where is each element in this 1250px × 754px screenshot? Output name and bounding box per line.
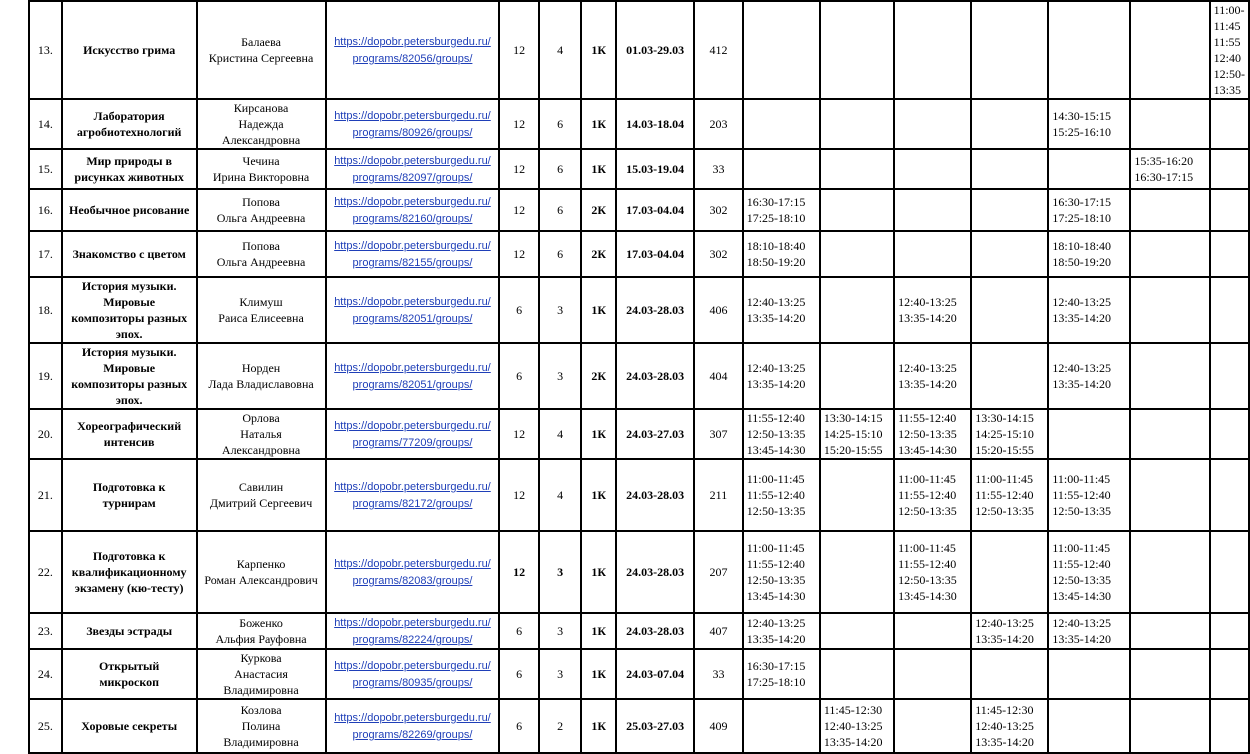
shift-code: 2К <box>581 343 616 409</box>
extra-schedule <box>1210 231 1249 277</box>
row-number: 14. <box>29 99 62 149</box>
table-row <box>29 343 1249 409</box>
day-schedule <box>1130 699 1209 753</box>
program-name: История музыки. Мировые композиторы разных эпох. <box>62 343 197 409</box>
teacher-name: Климуш Раиса Елисеевна <box>197 277 326 343</box>
day-schedule <box>971 1 1048 99</box>
teacher-name: Карпенко Роман Александрович <box>197 531 326 613</box>
day-schedule <box>820 99 894 149</box>
date-range: 24.03-28.03 <box>616 531 694 613</box>
day-schedule <box>743 99 820 149</box>
room-number: 302 <box>694 231 743 277</box>
program-link-cell <box>326 277 500 343</box>
day-schedule <box>743 699 820 753</box>
program-link-cell <box>326 699 500 753</box>
row-number: 20. <box>29 409 62 459</box>
room-number: 406 <box>694 277 743 343</box>
extra-schedule <box>1210 531 1249 613</box>
program-name: Открытый микроскоп <box>62 649 197 699</box>
hours-count: 12 <box>499 189 539 231</box>
day-schedule <box>820 149 894 189</box>
row-number: 22. <box>29 531 62 613</box>
day-schedule <box>820 277 894 343</box>
day-schedule <box>1130 231 1209 277</box>
extra-schedule <box>1210 149 1249 189</box>
room-number: 203 <box>694 99 743 149</box>
sessions-count: 6 <box>539 231 581 277</box>
teacher-name: Савилин Дмитрий Сергеевич <box>197 459 326 531</box>
hours-count: 6 <box>499 649 539 699</box>
program-name: Необычное рисование <box>62 189 197 231</box>
program-link[interactable]: https://dopobr.petersburgedu.ru/ programs/82051/groups/ <box>334 296 491 325</box>
day-schedule <box>1048 1 1130 99</box>
extra-schedule: 11:00-11:45 11:55 12:40 12:50-13:35 <box>1210 1 1249 99</box>
day-schedule: 11:00-11:45 11:55-12:40 12:50-13:35 <box>971 459 1048 531</box>
day-schedule <box>820 189 894 231</box>
teacher-name: Козлова Полина Владимировна <box>197 699 326 753</box>
date-range: 15.03-19.04 <box>616 149 694 189</box>
shift-code: 1К <box>581 99 616 149</box>
program-link-cell <box>326 189 500 231</box>
teacher-name: Балаева Кристина Сергеевна <box>197 1 326 99</box>
teacher-name: Боженко Альфия Рауфовна <box>197 613 326 649</box>
shift-code: 1К <box>581 699 616 753</box>
hours-count: 12 <box>499 231 539 277</box>
row-number: 16. <box>29 189 62 231</box>
schedule-rows <box>29 1 1249 753</box>
day-schedule <box>894 149 971 189</box>
shift-code: 1К <box>581 649 616 699</box>
day-schedule <box>1048 409 1130 459</box>
day-schedule <box>820 613 894 649</box>
day-schedule: 16:30-17:15 17:25-18:10 <box>1048 189 1130 231</box>
row-number: 25. <box>29 699 62 753</box>
room-number: 409 <box>694 699 743 753</box>
table-row <box>29 459 1249 531</box>
day-schedule: 12:40-13:25 13:35-14:20 <box>743 277 820 343</box>
day-schedule: 12:40-13:25 13:35-14:20 <box>971 613 1048 649</box>
sessions-count: 3 <box>539 277 581 343</box>
table-row <box>29 613 1249 649</box>
teacher-name: Орлова Наталья Александровна <box>197 409 326 459</box>
day-schedule <box>894 231 971 277</box>
shift-code: 2К <box>581 231 616 277</box>
date-range: 24.03-27.03 <box>616 409 694 459</box>
hours-count: 6 <box>499 343 539 409</box>
date-range: 17.03-04.04 <box>616 231 694 277</box>
extra-schedule <box>1210 649 1249 699</box>
program-name: Звезды эстрады <box>62 613 197 649</box>
program-name: Подготовка к квалификационному экзамену (кю-тесту) <box>62 531 197 613</box>
row-number: 21. <box>29 459 62 531</box>
day-schedule <box>820 1 894 99</box>
table-row <box>29 277 1249 343</box>
day-schedule: 13:30-14:15 14:25-15:10 15:20-15:55 <box>820 409 894 459</box>
day-schedule: 11:00-11:45 11:55-12:40 12:50-13:35 <box>743 459 820 531</box>
teacher-name: Норден Лада Владиславовна <box>197 343 326 409</box>
day-schedule: 18:10-18:40 18:50-19:20 <box>743 231 820 277</box>
day-schedule <box>1130 277 1209 343</box>
extra-schedule <box>1210 189 1249 231</box>
day-schedule <box>1048 649 1130 699</box>
row-number: 15. <box>29 149 62 189</box>
table-row <box>29 649 1249 699</box>
day-schedule <box>820 649 894 699</box>
day-schedule: 12:40-13:25 13:35-14:20 <box>1048 343 1130 409</box>
sessions-count: 4 <box>539 409 581 459</box>
day-schedule: 12:40-13:25 13:35-14:20 <box>894 277 971 343</box>
table-row <box>29 149 1249 189</box>
day-schedule <box>894 613 971 649</box>
teacher-name: Куркова Анастасия Владимировна <box>197 649 326 699</box>
sessions-count: 3 <box>539 649 581 699</box>
hours-count: 12 <box>499 1 539 99</box>
day-schedule: 12:40-13:25 13:35-14:20 <box>1048 277 1130 343</box>
date-range: 01.03-29.03 <box>616 1 694 99</box>
program-link-cell <box>326 409 500 459</box>
shift-code: 1К <box>581 459 616 531</box>
extra-schedule <box>1210 459 1249 531</box>
program-link[interactable]: https://dopobr.petersburgedu.ru/ programs/82097/groups/ <box>334 155 491 184</box>
program-link[interactable]: https://dopobr.petersburgedu.ru/ programs/82172/groups/ <box>334 481 491 510</box>
program-link-cell <box>326 343 500 409</box>
program-name: История музыки. Мировые композиторы разных эпох. <box>62 277 197 343</box>
day-schedule <box>1130 531 1209 613</box>
program-name: Лаборатория агробиотехнологий <box>62 99 197 149</box>
program-link-cell <box>326 149 500 189</box>
day-schedule <box>743 149 820 189</box>
day-schedule <box>1130 613 1209 649</box>
shift-code: 1К <box>581 409 616 459</box>
program-link[interactable]: https://dopobr.petersburgedu.ru/ programs/82224/groups/ <box>334 617 491 646</box>
date-range: 24.03-28.03 <box>616 613 694 649</box>
day-schedule <box>971 149 1048 189</box>
program-link[interactable]: https://dopobr.petersburgedu.ru/ programs/82083/groups/ <box>334 558 491 587</box>
program-name: Хореографический интенсив <box>62 409 197 459</box>
day-schedule: 11:00-11:45 11:55-12:40 12:50-13:35 13:45-14:30 <box>894 531 971 613</box>
day-schedule <box>1130 343 1209 409</box>
program-link-cell <box>326 649 500 699</box>
table-row <box>29 409 1249 459</box>
shift-code: 2К <box>581 189 616 231</box>
day-schedule: 11:00-11:45 11:55-12:40 12:50-13:35 <box>894 459 971 531</box>
program-name: Мир природы в рисунках животных <box>62 149 197 189</box>
room-number: 307 <box>694 409 743 459</box>
hours-count: 12 <box>499 409 539 459</box>
sessions-count: 6 <box>539 149 581 189</box>
day-schedule <box>820 343 894 409</box>
program-name: Искусство грима <box>62 1 197 99</box>
day-schedule <box>1130 99 1209 149</box>
day-schedule: 11:55-12:40 12:50-13:35 13:45-14:30 <box>743 409 820 459</box>
day-schedule <box>894 189 971 231</box>
day-schedule <box>894 649 971 699</box>
extra-schedule <box>1210 343 1249 409</box>
day-schedule: 11:55-12:40 12:50-13:35 13:45-14:30 <box>894 409 971 459</box>
program-link[interactable]: https://dopobr.petersburgedu.ru/ programs/82155/groups/ <box>334 240 491 269</box>
day-schedule: 16:30-17:15 17:25-18:10 <box>743 649 820 699</box>
day-schedule: 12:40-13:25 13:35-14:20 <box>743 343 820 409</box>
room-number: 33 <box>694 149 743 189</box>
date-range: 24.03-28.03 <box>616 343 694 409</box>
program-link[interactable]: https://dopobr.petersburgedu.ru/ programs/80935/groups/ <box>334 660 491 689</box>
program-link[interactable]: https://dopobr.petersburgedu.ru/ programs/82160/groups/ <box>334 196 491 225</box>
room-number: 211 <box>694 459 743 531</box>
day-schedule: 11:00-11:45 11:55-12:40 12:50-13:35 <box>1048 459 1130 531</box>
day-schedule <box>1130 459 1209 531</box>
day-schedule <box>971 189 1048 231</box>
day-schedule: 13:30-14:15 14:25-15:10 15:20-15:55 <box>971 409 1048 459</box>
day-schedule: 11:00-11:45 11:55-12:40 12:50-13:35 13:45-14:30 <box>743 531 820 613</box>
day-schedule <box>971 649 1048 699</box>
shift-code: 1К <box>581 1 616 99</box>
program-link[interactable]: https://dopobr.petersburgedu.ru/ programs/82056/groups/ <box>334 36 491 65</box>
table-row <box>29 189 1249 231</box>
day-schedule <box>1048 149 1130 189</box>
day-schedule <box>820 531 894 613</box>
extra-schedule <box>1210 613 1249 649</box>
row-number: 24. <box>29 649 62 699</box>
room-number: 207 <box>694 531 743 613</box>
shift-code: 1К <box>581 613 616 649</box>
sessions-count: 3 <box>539 343 581 409</box>
date-range: 24.03-07.04 <box>616 649 694 699</box>
program-link-cell <box>326 1 500 99</box>
teacher-name: Чечина Ирина Викторовна <box>197 149 326 189</box>
extra-schedule <box>1210 409 1249 459</box>
shift-code: 1К <box>581 277 616 343</box>
program-link-cell <box>326 613 500 649</box>
date-range: 24.03-28.03 <box>616 459 694 531</box>
date-range: 17.03-04.04 <box>616 189 694 231</box>
shift-code: 1К <box>581 149 616 189</box>
row-number: 13. <box>29 1 62 99</box>
table-row <box>29 531 1249 613</box>
hours-count: 12 <box>499 149 539 189</box>
day-schedule <box>894 1 971 99</box>
row-number: 18. <box>29 277 62 343</box>
extra-schedule <box>1210 277 1249 343</box>
day-schedule: 12:40-13:25 13:35-14:20 <box>1048 613 1130 649</box>
row-number: 19. <box>29 343 62 409</box>
hours-count: 6 <box>499 277 539 343</box>
hours-count: 12 <box>499 99 539 149</box>
day-schedule: 11:00-11:45 11:55-12:40 12:50-13:35 13:45-14:30 <box>1048 531 1130 613</box>
teacher-name: Попова Ольга Андреевна <box>197 189 326 231</box>
day-schedule <box>1130 409 1209 459</box>
program-name: Подготовка к турнирам <box>62 459 197 531</box>
room-number: 404 <box>694 343 743 409</box>
sessions-count: 6 <box>539 99 581 149</box>
hours-count: 12 <box>499 459 539 531</box>
program-link-cell <box>326 99 500 149</box>
program-link[interactable]: https://dopobr.petersburgedu.ru/ programs/77209/groups/ <box>334 420 491 449</box>
day-schedule <box>894 99 971 149</box>
day-schedule <box>971 99 1048 149</box>
day-schedule <box>1130 649 1209 699</box>
date-range: 25.03-27.03 <box>616 699 694 753</box>
program-link[interactable]: https://dopobr.petersburgedu.ru/ programs/82269/groups/ <box>334 712 491 741</box>
day-schedule <box>820 459 894 531</box>
program-link[interactable]: https://dopobr.petersburgedu.ru/ programs/82051/groups/ <box>334 362 491 391</box>
sessions-count: 6 <box>539 189 581 231</box>
sessions-count: 3 <box>539 613 581 649</box>
day-schedule <box>894 699 971 753</box>
teacher-name: Попова Ольга Андреевна <box>197 231 326 277</box>
room-number: 33 <box>694 649 743 699</box>
row-number: 23. <box>29 613 62 649</box>
schedule-table <box>28 0 1250 754</box>
program-name: Хоровые секреты <box>62 699 197 753</box>
day-schedule <box>971 277 1048 343</box>
day-schedule: 18:10-18:40 18:50-19:20 <box>1048 231 1130 277</box>
room-number: 407 <box>694 613 743 649</box>
table-row <box>29 699 1249 753</box>
day-schedule <box>1130 1 1209 99</box>
hours-count: 6 <box>499 613 539 649</box>
shift-code: 1К <box>581 531 616 613</box>
day-schedule: 15:35-16:20 16:30-17:15 <box>1130 149 1209 189</box>
date-range: 14.03-18.04 <box>616 99 694 149</box>
program-link-cell <box>326 531 500 613</box>
day-schedule <box>971 343 1048 409</box>
day-schedule: 11:45-12:30 12:40-13:25 13:35-14:20 <box>820 699 894 753</box>
row-number: 17. <box>29 231 62 277</box>
teacher-name: Кирсанова Надежда Александровна <box>197 99 326 149</box>
day-schedule <box>971 231 1048 277</box>
day-schedule <box>1048 699 1130 753</box>
day-schedule: 14:30-15:15 15:25-16:10 <box>1048 99 1130 149</box>
day-schedule <box>820 231 894 277</box>
day-schedule <box>971 531 1048 613</box>
day-schedule <box>743 1 820 99</box>
sessions-count: 4 <box>539 1 581 99</box>
table-row <box>29 1 1249 99</box>
sessions-count: 4 <box>539 459 581 531</box>
table-row <box>29 231 1249 277</box>
hours-count: 12 <box>499 531 539 613</box>
program-link-cell <box>326 231 500 277</box>
day-schedule: 12:40-13:25 13:35-14:20 <box>894 343 971 409</box>
room-number: 412 <box>694 1 743 99</box>
program-name: Знакомство с цветом <box>62 231 197 277</box>
day-schedule <box>1130 189 1209 231</box>
day-schedule: 16:30-17:15 17:25-18:10 <box>743 189 820 231</box>
table-row <box>29 99 1249 149</box>
sessions-count: 2 <box>539 699 581 753</box>
room-number: 302 <box>694 189 743 231</box>
day-schedule: 12:40-13:25 13:35-14:20 <box>743 613 820 649</box>
extra-schedule <box>1210 99 1249 149</box>
sessions-count: 3 <box>539 531 581 613</box>
day-schedule: 11:45-12:30 12:40-13:25 13:35-14:20 <box>971 699 1048 753</box>
extra-schedule <box>1210 699 1249 753</box>
program-link[interactable]: https://dopobr.petersburgedu.ru/ programs/80926/groups/ <box>334 110 491 139</box>
date-range: 24.03-28.03 <box>616 277 694 343</box>
hours-count: 6 <box>499 699 539 753</box>
program-link-cell <box>326 459 500 531</box>
